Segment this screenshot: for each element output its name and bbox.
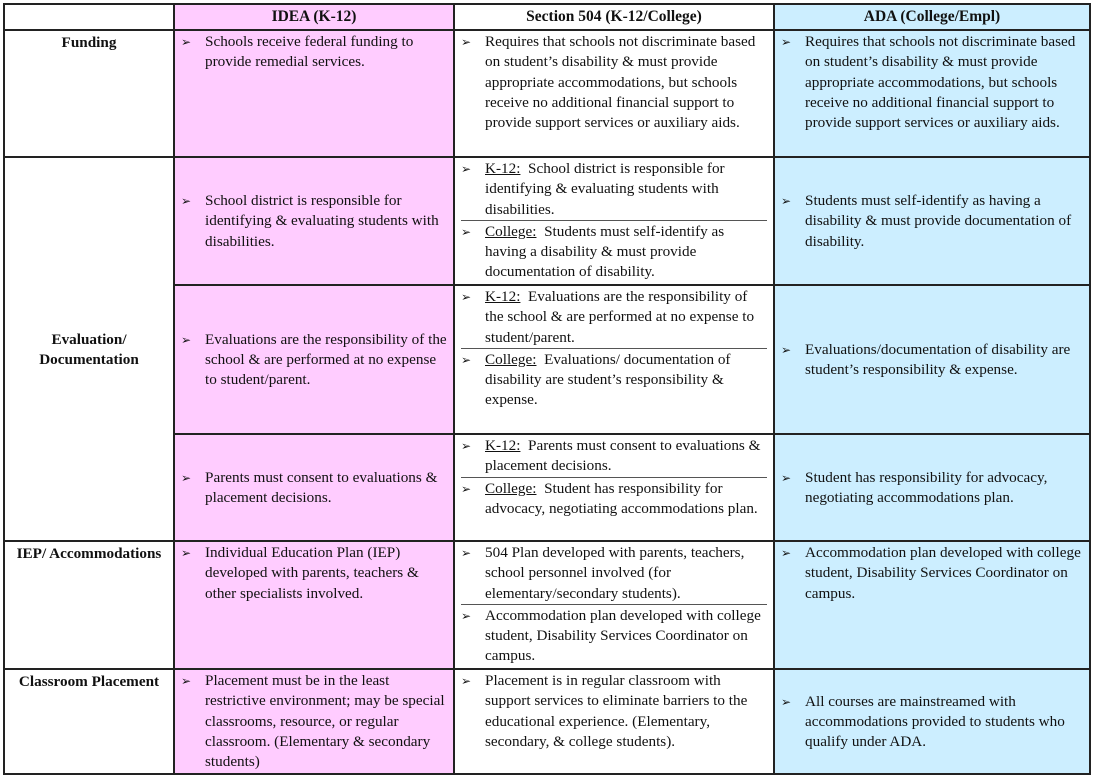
eval2-idea-cell xyxy=(174,285,454,434)
eval3-504-k12-text: Parents must consent to evaluations & placement decisions. xyxy=(485,437,761,475)
eval1-idea-cell xyxy=(174,157,454,285)
bullet-arrow-icon: ➢ xyxy=(781,694,792,709)
bullet-arrow-icon: ➢ xyxy=(461,224,472,239)
eval3-ada-text: Student has responsibility for advocacy, negotiating accommodations plan. xyxy=(805,468,1048,506)
k12-prefix: K-12: xyxy=(485,160,521,177)
college-prefix: College: xyxy=(485,222,537,240)
iep-504-cell xyxy=(454,541,774,669)
k12-prefix: K-12: xyxy=(485,437,521,454)
eval3-idea-text: Parents must consent to evaluations & placement decisions. xyxy=(205,468,438,506)
iep-row xyxy=(4,541,1090,669)
header-idea: IDEA (K-12) xyxy=(174,4,454,30)
placement-ada-cell xyxy=(774,669,1090,774)
placement-504-text: Placement is in regular classroom with support services to eliminate barriers to the educational experience. (Elementary, secondary, & college students). xyxy=(485,672,748,750)
placement-row xyxy=(4,669,1090,774)
eval1-504-cell xyxy=(454,157,774,285)
eval2-504-college-text: Evaluations/ documentation of disability are student’s responsibility & expense. xyxy=(485,350,731,409)
bullet-arrow-icon: ➢ xyxy=(781,470,792,485)
eval3-idea-cell xyxy=(174,434,454,541)
bullet-arrow-icon: ➢ xyxy=(461,546,472,560)
eval2-ada-text: Evaluations/documentation of disability are student’s responsibility & expense. xyxy=(805,340,1071,378)
placement-ada-text: All courses are mainstreamed with accommodations provided to students who qualify under ADA. xyxy=(805,692,1065,751)
bullet-arrow-icon: ➢ xyxy=(181,332,192,347)
bullet-arrow-icon: ➢ xyxy=(781,194,792,209)
comparison-table xyxy=(3,3,1091,775)
funding-504-text: Requires that schools not discriminate based on student’s disability & must provide appropriate accommodations, but schools receive no additional financial support to provide support services or auxiliary aids. xyxy=(485,33,756,132)
iep-504-text-b: Accommodation plan developed with college student, Disability Services Coordinator on campus. xyxy=(485,606,761,665)
funding-ada-cell xyxy=(774,30,1090,157)
funding-ada-text: Requires that schools not discriminate based on student’s disability & must provide appropriate accommodations, but schools receive no additional financial support to provide support services or auxiliary aids. xyxy=(805,33,1076,132)
bullet-arrow-icon: ➢ xyxy=(781,546,792,560)
eval2-504-cell xyxy=(454,285,774,434)
eval2-504-k12-text: Evaluations are the responsibility of the school & are performed at no expense to student/parent. xyxy=(485,288,755,346)
bullet-arrow-icon: ➢ xyxy=(461,162,472,176)
bullet-arrow-icon: ➢ xyxy=(461,290,472,304)
row-label-funding: Funding xyxy=(4,30,174,157)
funding-idea-text: Schools receive federal funding to provide remedial services. xyxy=(205,33,414,71)
eval1-ada-text: Students must self-identify as having a disability & must provide documentation of disability. xyxy=(805,192,1072,250)
eval2-idea-text: Evaluations are the responsibility of the school & are performed at no expense to student/parent. xyxy=(205,330,447,389)
k12-prefix: K-12: xyxy=(485,288,521,305)
iep-504-text-a: 504 Plan developed with parents, teachers, school personnel involved (for elementary/secondary students). xyxy=(485,544,745,602)
funding-idea-cell xyxy=(174,30,454,157)
evaluation-row-1 xyxy=(4,157,1090,285)
funding-504-cell xyxy=(454,30,774,157)
iep-ada-cell xyxy=(774,541,1090,669)
header-ada: ADA (College/Empl) xyxy=(774,4,1090,30)
iep-idea-text: Individual Education Plan (IEP) developed with parents, teachers & other specialists involved. xyxy=(205,544,419,602)
bullet-arrow-icon: ➢ xyxy=(181,546,192,560)
eval3-504-cell xyxy=(454,434,774,541)
funding-row xyxy=(4,30,1090,157)
bullet-arrow-icon: ➢ xyxy=(181,674,192,688)
row-label-placement: Classroom Placement xyxy=(4,669,174,774)
eval2-ada-cell xyxy=(774,285,1090,434)
bullet-arrow-icon: ➢ xyxy=(461,439,472,453)
header-section-504: Section 504 (K-12/College) xyxy=(454,4,774,30)
bullet-arrow-icon: ➢ xyxy=(781,342,792,357)
bullet-arrow-icon: ➢ xyxy=(461,481,472,496)
college-prefix: College: xyxy=(485,479,537,497)
eval3-504-college-text: Student has responsibility for advocacy, negotiating accommodations plan. xyxy=(485,479,758,517)
row-label-iep: IEP/ Accommodations xyxy=(4,541,174,669)
eval1-504-college-text: Students must self-identify as having a disability & must provide documentation of disability. xyxy=(485,222,725,281)
bullet-arrow-icon: ➢ xyxy=(181,470,192,485)
bullet-arrow-icon: ➢ xyxy=(461,674,472,688)
eval3-ada-cell xyxy=(774,434,1090,541)
placement-idea-cell xyxy=(174,669,454,774)
college-prefix: College: xyxy=(485,350,537,368)
iep-ada-text: Accommodation plan developed with college student, Disability Services Coordinator on campus. xyxy=(805,544,1081,602)
bullet-arrow-icon: ➢ xyxy=(781,35,792,49)
bullet-arrow-icon: ➢ xyxy=(461,352,472,367)
bullet-arrow-icon: ➢ xyxy=(461,35,472,49)
placement-idea-text: Placement must be in the least restrictive environment; may be special classrooms, resource, or regular classroom. (Elementary & secondary students) xyxy=(205,672,445,771)
iep-idea-cell xyxy=(174,541,454,669)
bullet-arrow-icon: ➢ xyxy=(181,35,192,49)
placement-504-cell xyxy=(454,669,774,774)
header-blank xyxy=(4,4,174,30)
header-row xyxy=(4,4,1090,30)
row-label-evaluation: Evaluation/ Documentation xyxy=(4,157,174,541)
bullet-arrow-icon: ➢ xyxy=(181,194,192,209)
bullet-arrow-icon: ➢ xyxy=(461,608,472,623)
eval1-504-k12-text: School district is responsible for identifying & evaluating students with disabilities. xyxy=(485,160,725,218)
eval1-idea-text: School district is responsible for identifying & evaluating students with disabilities. xyxy=(205,192,439,250)
eval1-ada-cell xyxy=(774,157,1090,285)
